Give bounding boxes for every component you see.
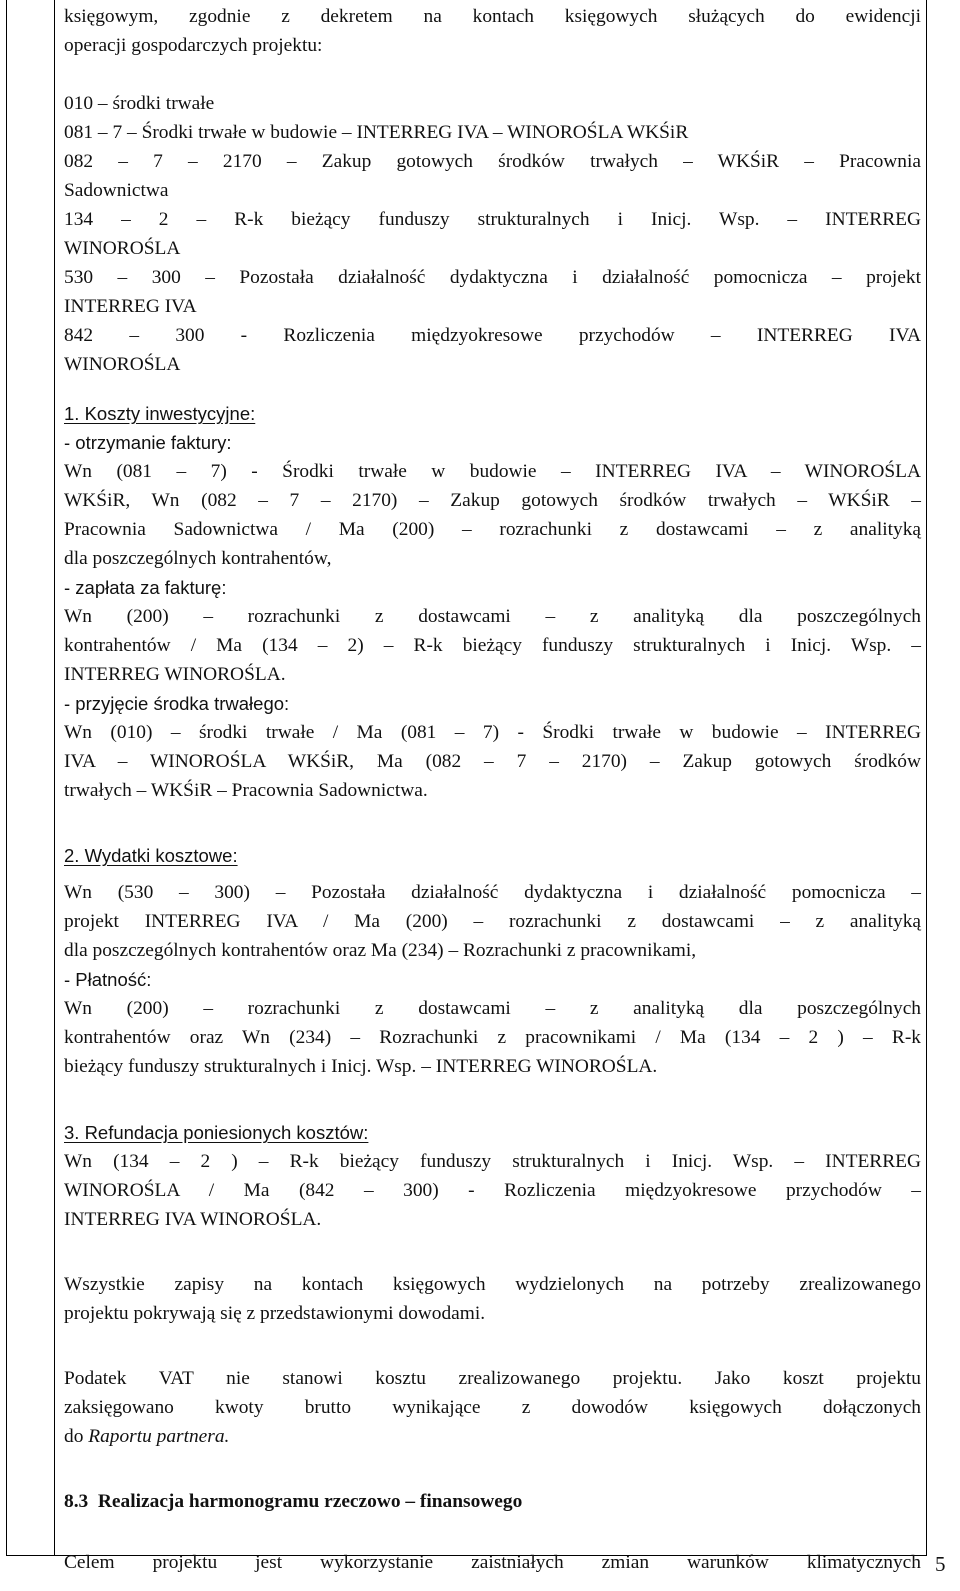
text-line: dla poszczególnych kontrahentów oraz Ma (234) – Rozrachunki z pracownikami, <box>64 940 697 961</box>
account-line: 134 – 2 – R-k bieżący funduszy strukturalnych i Inicj. Wsp. – INTERREG <box>64 209 921 230</box>
text-line: trwałych – WKŚiR – Pracownia Sadownictwa. <box>64 780 428 801</box>
text-line: kontrahentów / Ma (134 – 2) – R-k bieżący funduszy strukturalnych i Inicj. Wsp. – <box>64 635 921 656</box>
account-line: 010 – środki trwałe <box>64 93 215 114</box>
account-line: WINOROŚLA <box>64 354 181 375</box>
subheading: - Płatność: <box>64 969 152 990</box>
text-line: kontrahentów oraz Wn (234) – Rozrachunki z pracownikami / Ma (134 – 2 ) – R-k <box>64 1027 921 1048</box>
account-line: Sadownictwa <box>64 180 169 201</box>
text-line: Wn (134 – 2 ) – R-k bieżący funduszy strukturalnych i Inicj. Wsp. – INTERREG <box>64 1151 921 1172</box>
text-line: Podatek VAT nie stanowi kosztu zrealizowanego projektu. Jako koszt projektu <box>64 1368 921 1389</box>
account-line: 842 – 300 - Rozliczenia międzyokresowe przychodów – INTERREG IVA <box>64 325 921 346</box>
text-line: Wn (200) – rozrachunki z dostawcami – z analityką dla poszczególnych <box>64 606 921 627</box>
section-heading: 1. Koszty inwestycyjne: <box>64 403 256 424</box>
text-line: bieżący funduszy strukturalnych i Inicj. Wsp. – INTERREG WINOROŚLA. <box>64 1056 658 1077</box>
paragraph-vat <box>64 1364 921 1451</box>
section-heading-8-3: 8.3 Realizacja harmonogramu rzeczowo – finansowego <box>64 1491 523 1512</box>
subheading: - otrzymanie faktury: <box>64 432 232 453</box>
text-line: księgowym, zgodnie z dekretem na kontach księgowych służących do ewidencji <box>64 6 921 27</box>
text-line: Pracownia Sadownictwa / Ma (200) – rozrachunki z dostawcami – z analityką <box>64 519 921 540</box>
text-line: projektu pokrywają się z przedstawionymi dowodami. <box>64 1303 486 1324</box>
section-heading: 3. Refundacja poniesionych kosztów: <box>64 1122 369 1143</box>
text-line: projekt INTERREG IVA / Ma (200) – rozrachunki z dostawcami – z analityką <box>64 911 921 932</box>
section-3 <box>64 1118 921 1234</box>
text-line: WINOROŚLA / Ma (842 – 300) - Rozliczenia międzyokresowe przychodów – <box>64 1180 921 1201</box>
text-line: Wn (010) – środki trwałe / Ma (081 – 7) - Środki trwałe w budowie – INTERREG <box>64 722 921 743</box>
text-line: Wn (081 – 7) - Środki trwałe w budowie – INTERREG IVA – WINOROŚLA <box>64 461 921 482</box>
subheading: - zapłata za fakturę: <box>64 577 227 598</box>
text-line <box>64 1422 921 1451</box>
text-line: INTERREG IVA WINOROŚLA. <box>64 1209 322 1230</box>
account-list <box>64 89 921 379</box>
text-fragment: do <box>64 1426 89 1447</box>
text-line: IVA – WINOROŚLA WKŚiR, Ma (082 – 7 – 2170) – Zakup gotowych środków <box>64 751 921 772</box>
paragraph-records <box>64 1270 921 1328</box>
section-heading: 2. Wydatki kosztowe: <box>64 845 238 866</box>
account-line: 082 – 7 – 2170 – Zakup gotowych środków trwałych – WKŚiR – Pracownia <box>64 151 921 172</box>
report-title: Raportu partnera. <box>88 1426 230 1447</box>
text-line: Wszystkie zapisy na kontach księgowych wydzielonych na potrzeby zrealizowanego <box>64 1274 921 1295</box>
text-line: Wn (530 – 300) – Pozostała działalność dydaktyczna i działalność pomocnicza – <box>64 882 921 903</box>
page-number: 5 <box>935 1552 946 1576</box>
text-line: INTERREG WINOROŚLA. <box>64 664 286 685</box>
text-line: WKŚiR, Wn (082 – 7 – 2170) – Zakup gotowych środków trwałych – WKŚiR – <box>64 490 921 511</box>
text-line: zaksięgowano kwoty brutto wynikające z dowodów księgowych dołączonych <box>64 1397 921 1418</box>
text-line: Celem projektu jest wykorzystanie zaistniałych zmian warunków klimatycznych <box>64 1552 921 1573</box>
account-line: INTERREG IVA <box>64 296 197 317</box>
section-2 <box>64 841 921 1081</box>
account-line: 081 – 7 – Środki trwałe w budowie – INTERREG IVA – WINOROŚLA WKŚiR <box>64 122 689 143</box>
text-line: operacji gospodarczych projektu: <box>64 35 323 56</box>
text-line: Wn (200) – rozrachunki z dostawcami – z analityką dla poszczególnych <box>64 998 921 1019</box>
account-line: 530 – 300 – Pozostała działalność dydaktyczna i działalność pomocnicza – projekt <box>64 267 921 288</box>
account-line: WINOROŚLA <box>64 238 181 259</box>
intro-paragraph <box>64 2 921 60</box>
section-1 <box>64 399 921 805</box>
document-body <box>64 2 921 1577</box>
text-line: dla poszczególnych kontrahentów, <box>64 548 332 569</box>
column-divider <box>54 0 55 1555</box>
subheading: - przyjęcie środka trwałego: <box>64 693 290 714</box>
